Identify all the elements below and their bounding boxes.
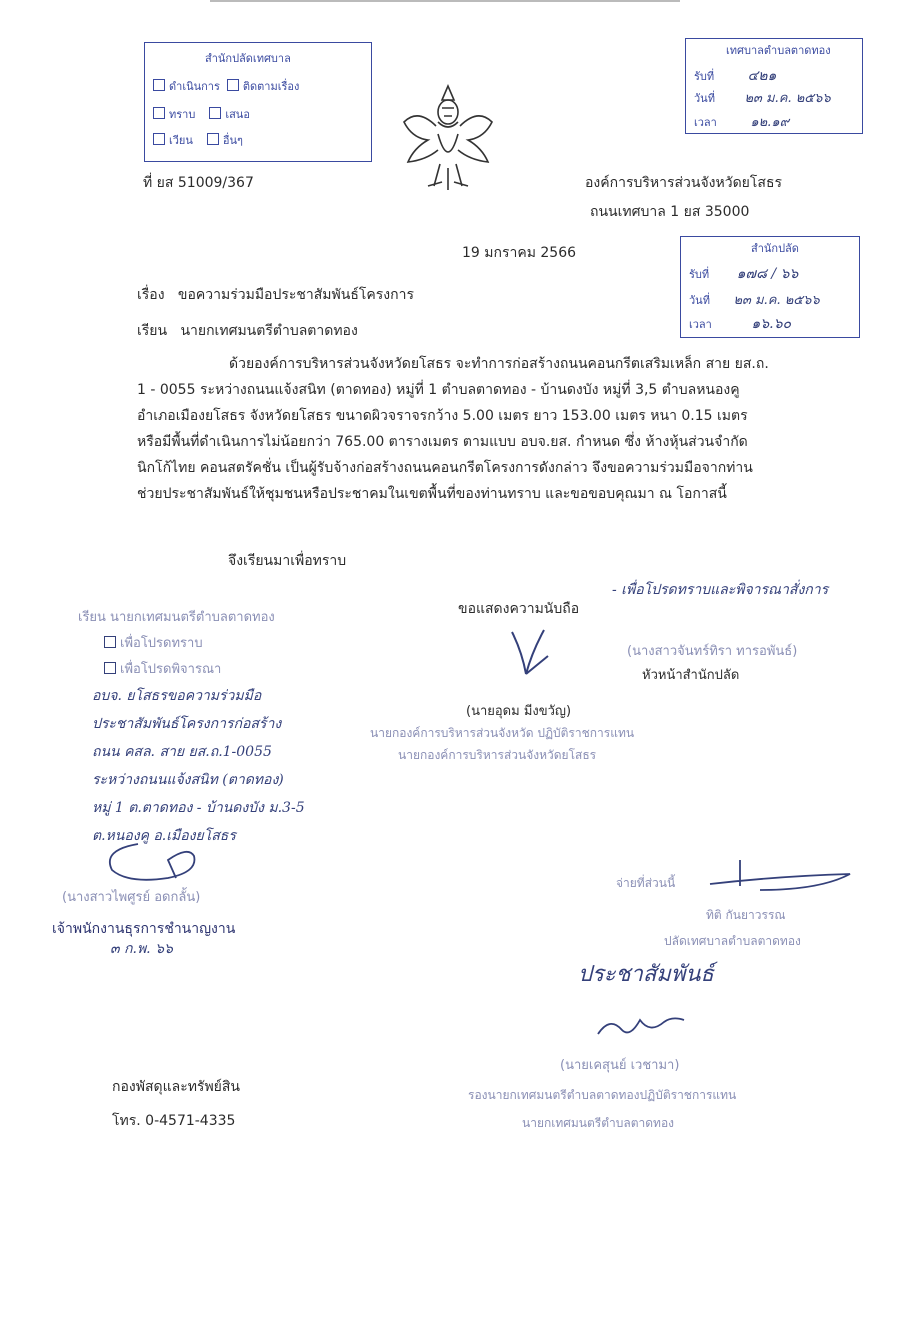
stamp-label: เวลา: [689, 318, 712, 331]
department-name: กองพัสดุและทรัพย์สิน: [112, 1079, 241, 1095]
stamp-handwritten-value: ๑๒.๑๙: [750, 115, 790, 130]
salutation-label: เรียน: [137, 323, 168, 339]
body-line: นิกโก้ไทย คอนสตรัคชั่น เป็นผู้รับจ้างก่อสร้างถนนคอนกรีตโครงการดังกล่าว จึงขอความร่วมมือจากท่าน: [137, 460, 753, 476]
stamp-handwritten-value: ๒๓ ม.ค. ๒๕๖๖: [733, 293, 820, 308]
stamp-option: ติดตามเรื่อง: [242, 80, 300, 93]
minute-heading: เรียน นายกเทศมนตรีตำบลตาดทอง: [78, 610, 275, 625]
checkbox-icon: [153, 107, 165, 119]
assign-name: ทิติ กันยาวรรณ: [706, 908, 786, 922]
body-line: 1 - 0055 ระหว่างถนนแจ้งสนิท (ตาดทอง) หมู่ที่ 1 ตำบลตาดทอง - บ้านดงบัง หมู่ที่ 3,5 ตำบลหนองคู: [137, 382, 740, 398]
signature-clerk2-icon: [700, 856, 860, 896]
letter-ref-number: ที่ ยส 51009/367: [143, 175, 254, 191]
deputy-name: (นายเคสุนย์ เวชามา): [560, 1058, 680, 1073]
topright-signer-name: (นางสาวจันทร์ทิรา ทารอพันธ์): [627, 644, 798, 659]
clerk-name: (นางสาวไพศูรย์ อดกลั้น): [62, 890, 201, 905]
receiving-stamp-right: [685, 38, 863, 134]
clerk-position: เจ้าพนักงานธุรการชำนาญงาน: [52, 921, 236, 937]
minute-line: ระหว่างถนนแจ้งสนิท (ตาดทอง): [92, 772, 284, 788]
receiving-stamp-middle: [680, 236, 860, 338]
checkbox-icon: [153, 133, 165, 145]
body-line: ด้วยองค์การบริหารส่วนจังหวัดยโสธร จะทำการก่อสร้างถนนคอนกรีตเสริมเหล็ก สาย ยส.ถ.: [229, 356, 769, 372]
stamp-label: วันที่: [689, 294, 710, 307]
minute-line: อบจ. ยโสธรขอความร่วมมือ: [92, 688, 262, 704]
minute-line: หมู่ 1 ต.ตาดทอง - บ้านดงบัง ม.3-5: [92, 800, 305, 816]
signer-position-1: นายกองค์การบริหารส่วนจังหวัด ปฏิบัติราชการแทน: [370, 726, 635, 740]
receiving-stamp-left: [144, 42, 372, 162]
handwritten-note-topright: - เพื่อโปรดทราบและพิจารณาสั่งการ: [612, 582, 829, 598]
minute-line: ประชาสัมพันธ์โครงการก่อสร้าง: [92, 716, 282, 732]
stamp-label: รับที่: [689, 268, 710, 281]
assign-position: ปลัดเทศบาลตำบลตาดทอง: [664, 934, 801, 948]
subject-text: ขอความร่วมมือประชาสัมพันธ์โครงการ: [177, 287, 414, 303]
checkbox-icon: [227, 79, 239, 91]
stamp-label: เวลา: [694, 116, 717, 129]
minute-option-1: [104, 632, 203, 653]
stamp-handwritten-value: ๔๒๑: [747, 68, 777, 84]
signature-deputy-icon: [590, 1008, 690, 1044]
checkbox-icon: [209, 107, 221, 119]
body-line: อำเภอเมืองยโสธร จังหวัดยโสธร ขนาดผิวจราจรกว้าง 5.00 เมตร ยาว 153.00 เมตร หนา 0.15 เมตร: [137, 408, 748, 424]
topright-signer-position: หัวหน้าสำนักปลัด: [642, 668, 740, 683]
minute-handwritten-body: [92, 682, 305, 850]
deputy-position-1: รองนายกเทศมนตรีตำบลตาดทองปฏิบัติราชการแทน: [468, 1088, 737, 1102]
org-address: ถนนเทศบาล 1 ยส 35000: [590, 204, 750, 220]
checked-box-icon: [104, 636, 116, 648]
scan-top-edge: [210, 0, 680, 2]
org-name: องค์การบริหารส่วนจังหวัดยโสธร: [585, 175, 783, 191]
letter-body: [137, 351, 769, 507]
letter-date: 19 มกราคม 2566: [462, 245, 577, 261]
stamp-option: ทราบ: [169, 108, 196, 121]
stamp-option: อื่นๆ: [222, 134, 243, 147]
stamp-handwritten-value: ๒๓ ม.ค. ๒๕๖๖: [744, 91, 831, 106]
stamp-option: เวียน: [169, 134, 193, 147]
signature-clerk-icon: [98, 838, 228, 888]
stamp-left-title: สำนักปลัดเทศบาล: [205, 52, 291, 65]
body-line: หรือมีพื้นที่ดำเนินการไม่น้อยกว่า 765.00 ตารางเมตร ตามแบบ อบจ.ยส. กำหนด ซึ่ง ห้างหุ้นส่วนจำกัด: [137, 434, 748, 450]
minute-option-label: เพื่อโปรดทราบ: [120, 636, 203, 651]
handwritten-publicize: ประชาสัมพันธ์: [578, 962, 714, 987]
garuda-emblem-icon: [398, 78, 498, 198]
stamp-option: เสนอ: [225, 108, 250, 121]
minute-option-label: เพื่อโปรดพิจารณา: [120, 662, 222, 677]
signer-name: (นายอุดม มีงขวัญ): [466, 704, 572, 719]
deputy-position-2: นายกเทศมนตรีตำบลตาดทอง: [522, 1116, 675, 1130]
signer-position-2: นายกองค์การบริหารส่วนจังหวัดยโสธร: [398, 748, 597, 762]
minute-line: ต.หนองคู อ.เมืองยโสธร: [92, 828, 236, 844]
subject-label: เรื่อง: [137, 287, 165, 303]
stamp-option: ดำเนินการ: [169, 80, 220, 93]
closing-text: จึงเรียนมาเพื่อทราบ: [228, 553, 347, 569]
stamp-right-title: เทศบาลตำบลตาดทอง: [726, 44, 831, 57]
stamp-mid-title: สำนักปลัด: [751, 242, 799, 255]
stamp-handwritten-value: ๑๖.๖๐: [751, 316, 792, 332]
stamp-label: วันที่: [694, 92, 715, 105]
stamp-handwritten-value: ๑๗๘ / ๖๖: [736, 266, 799, 282]
checkbox-icon: [207, 133, 219, 145]
minute-line: ถนน คสล. สาย ยส.ถ.1-0055: [92, 744, 272, 760]
minute-option-2: [104, 658, 221, 679]
assign-label: จ่ายที่ส่วนนี้: [616, 876, 676, 890]
clerk-date: ๓ ก.พ. ๖๖: [110, 941, 173, 957]
stamp-label: รับที่: [694, 70, 715, 83]
checked-box-icon: [104, 662, 116, 674]
salutation-text: นายกเทศมนตรีตำบลตาดทอง: [180, 323, 358, 339]
regards-text: ขอแสดงความนับถือ: [458, 601, 580, 617]
checkbox-icon: [153, 79, 165, 91]
subject-line: [137, 284, 414, 306]
salutation-line: [137, 320, 358, 342]
signature-mayor-icon: [500, 622, 560, 682]
body-line: ช่วยประชาสัมพันธ์ให้ชุมชนหรือประชาคมในเขตพื้นที่ของท่านทราบ และขอขอบคุณมา ณ โอกาสนี้: [137, 486, 727, 502]
department-phone: โทร. 0-4571-4335: [112, 1113, 236, 1129]
